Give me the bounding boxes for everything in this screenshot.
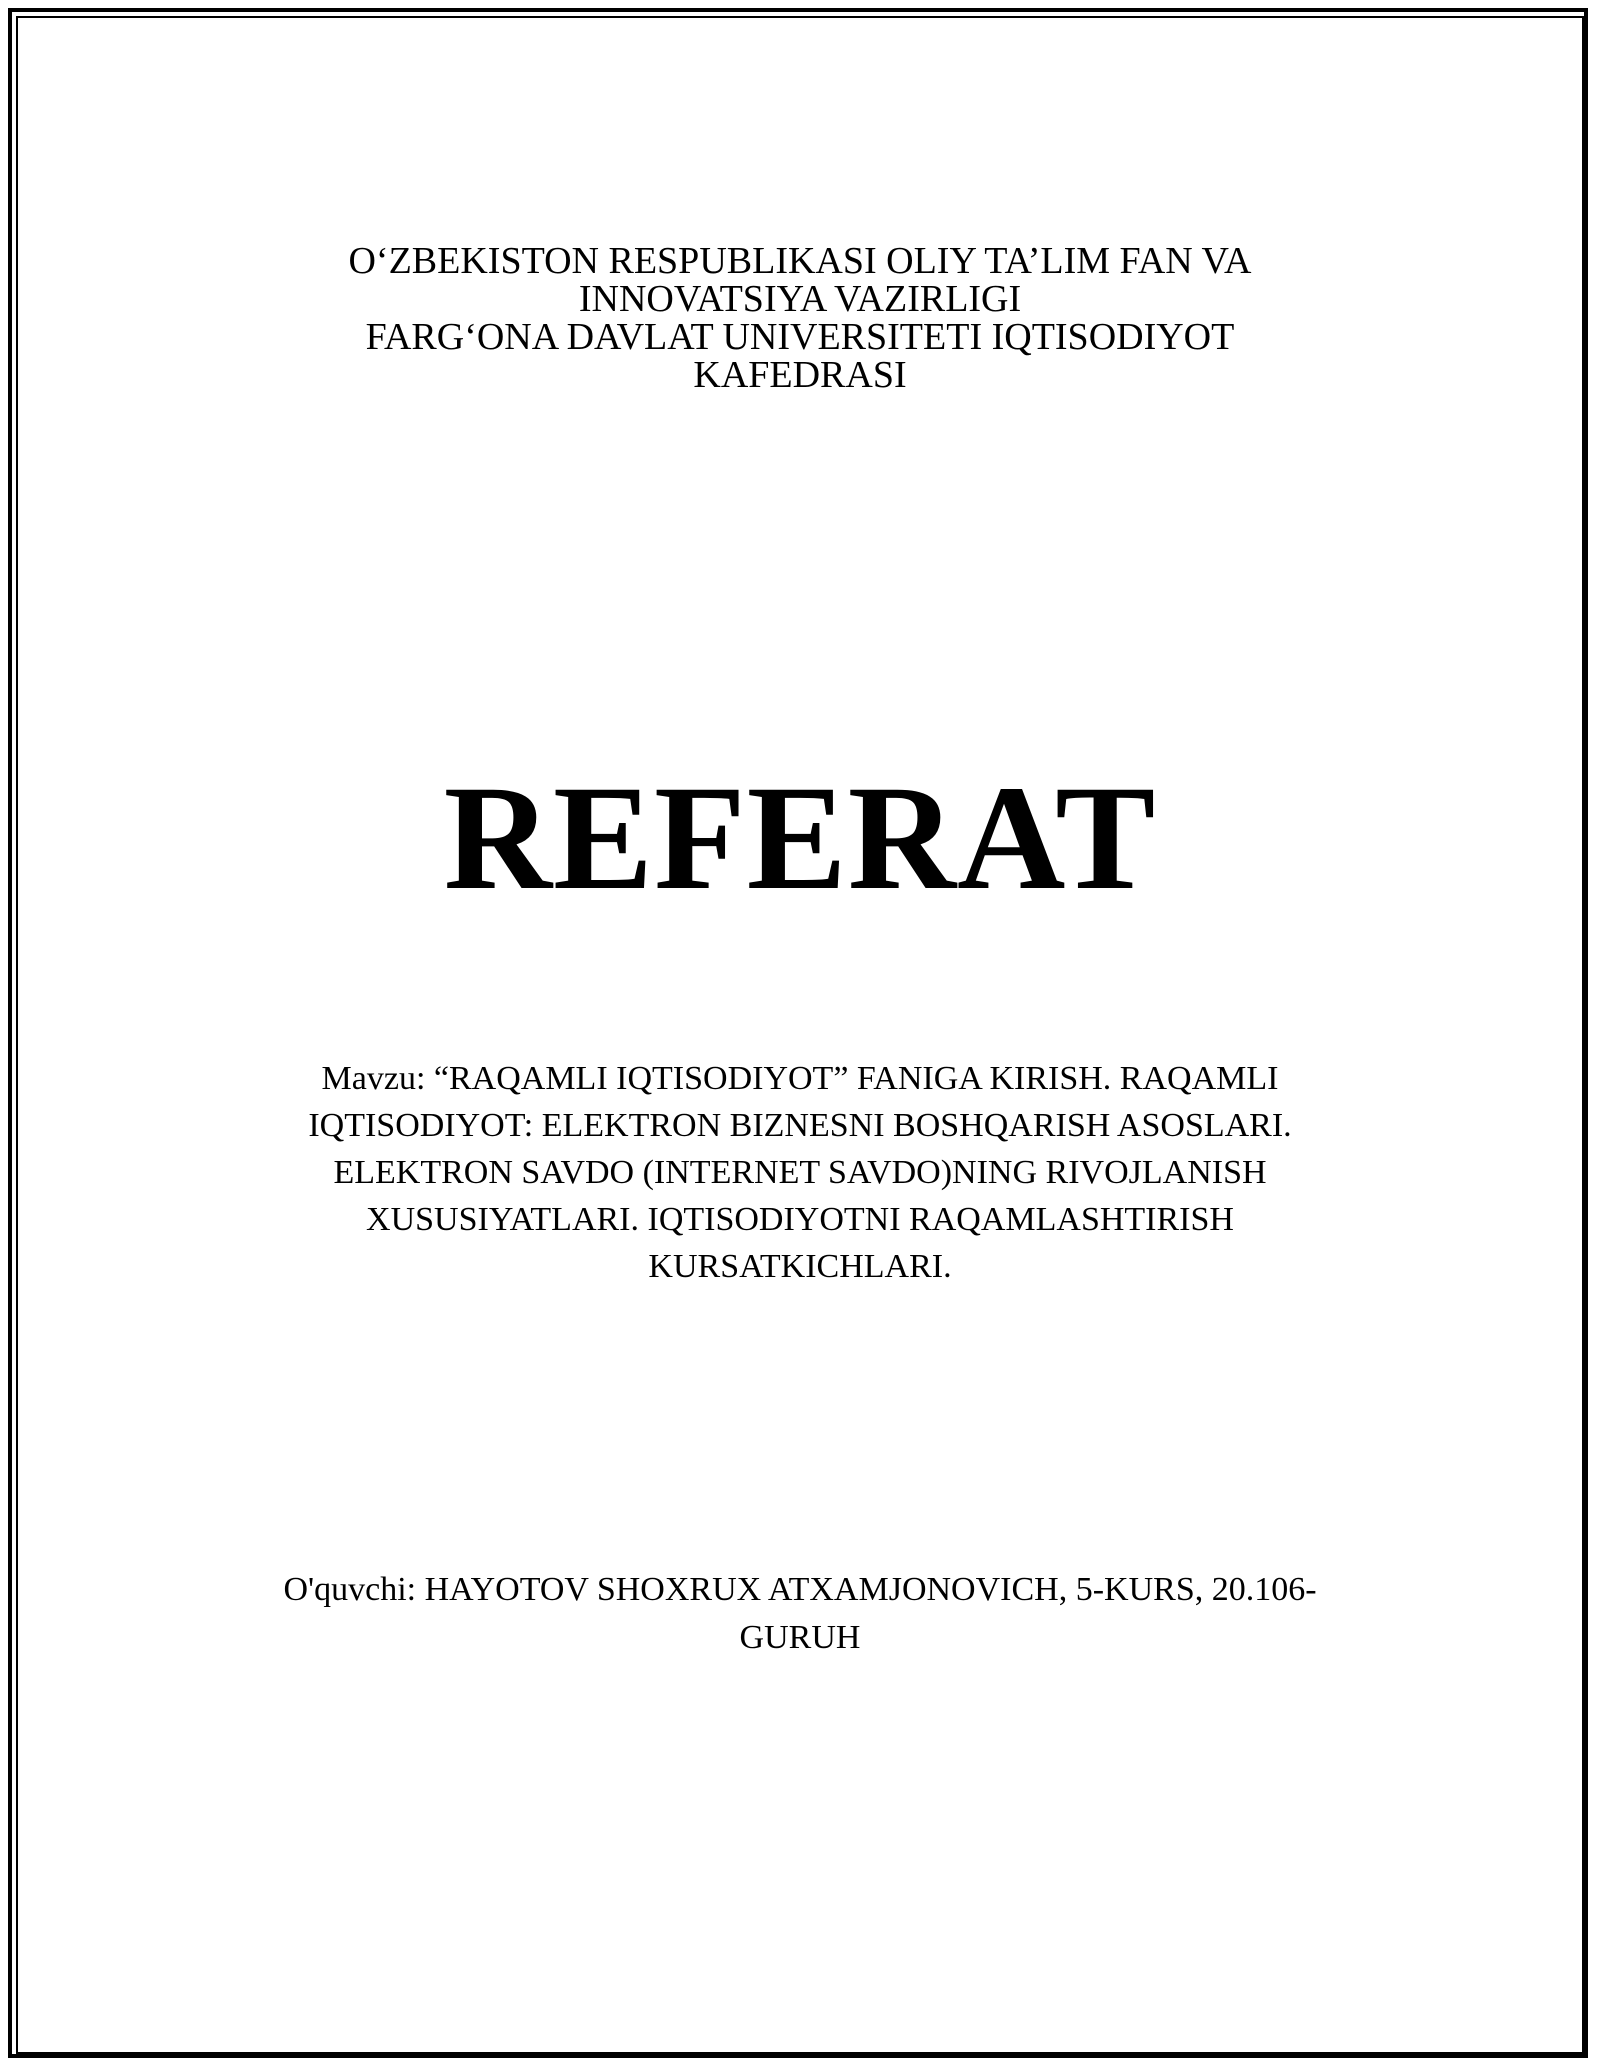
student-line-1: O'quvchi: HAYOTOV SHOXRUX ATXAMJONOVICH, 5-KURS, 20.106- xyxy=(283,1571,1317,1608)
ministry-header xyxy=(200,242,1400,394)
student-line-2: GURUH xyxy=(739,1619,861,1656)
topic-line-3: ELEKTRON SAVDO (INTERNET SAVDO)NING RIVOJLANISH xyxy=(333,1154,1267,1191)
topic-line-5: KURSATKICHLARI. xyxy=(648,1248,952,1285)
document-title: REFERAT xyxy=(443,755,1157,921)
student-info xyxy=(220,1566,1380,1662)
topic-block xyxy=(240,1055,1360,1290)
header-line-1: O‘ZBEKISTON RESPUBLIKASI OLIY TA’LIM FAN VA xyxy=(348,240,1252,282)
header-line-4: KAFEDRASI xyxy=(693,354,907,396)
header-line-2: INNOVATSIYA VAZIRLIGI xyxy=(578,278,1022,320)
topic-line-4: XUSUSIYATLARI. IQTISODIYOTNI RAQAMLASHTIRISH xyxy=(366,1201,1234,1238)
topic-line-2: IQTISODIYOT: ELEKTRON BIZNESNI BOSHQARISH ASOSLARI. xyxy=(308,1107,1292,1144)
topic-line-1: Mavzu: “RAQAMLI IQTISODIYOT” FANIGA KIRISH. RAQAMLI xyxy=(321,1060,1279,1097)
header-line-3: FARG‘ONA DAVLAT UNIVERSITETI IQTISODIYOT xyxy=(365,316,1235,358)
